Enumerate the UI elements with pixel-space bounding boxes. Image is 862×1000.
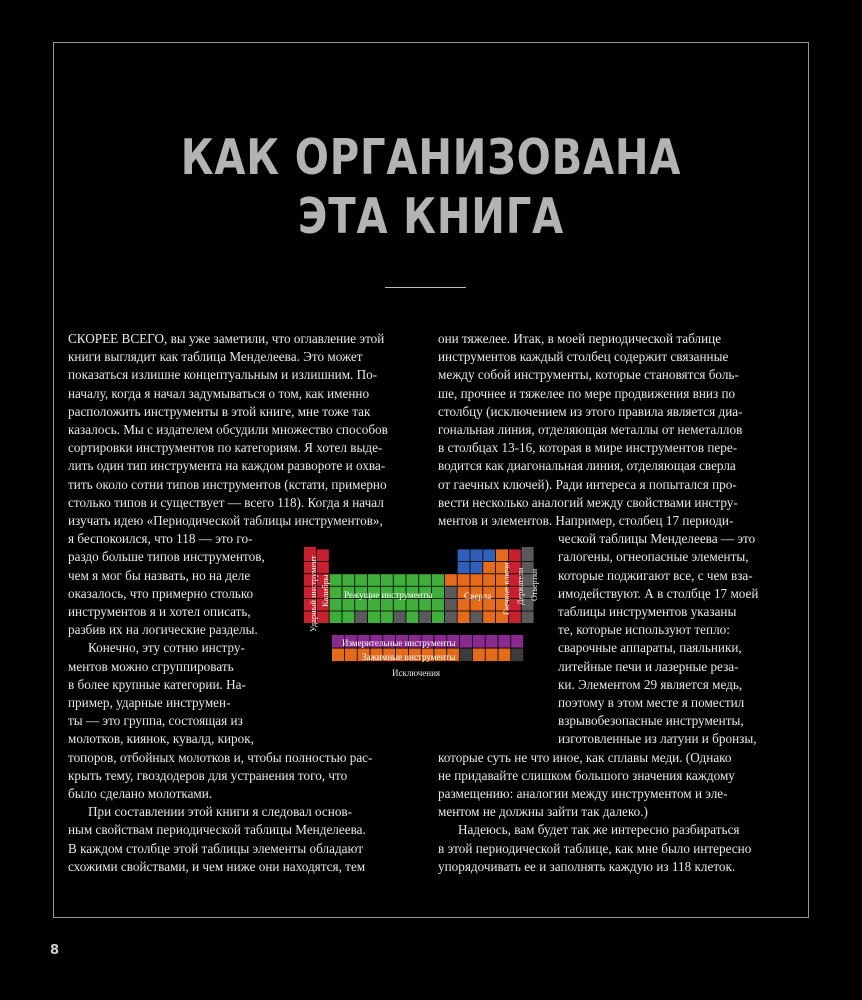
table-cell (522, 547, 534, 549)
text-line: гональная линия, отделяющая металлы от неметаллов (438, 422, 743, 438)
text-line: таблицы инструментов указаны (558, 604, 737, 620)
table-cell (511, 649, 523, 662)
title-line-2: ЭТА КНИГА (297, 188, 565, 245)
table-cell (432, 611, 444, 623)
table-cell (445, 611, 457, 623)
table-cell (483, 574, 495, 586)
text-line: столбцу (исключением из этого правила является диа- (438, 403, 743, 419)
text-line: в столбцах 13-16, которая в мире инструментов пере- (438, 440, 738, 456)
text-line: не придавайте слишком большого значения каждому (438, 767, 735, 783)
text-line: те, которые используют тепло: (558, 622, 730, 638)
text-line: было сделано молотками. (68, 786, 213, 802)
periodic-table-diagram (290, 535, 560, 685)
table-cell (406, 611, 418, 623)
table-cell (432, 587, 444, 599)
text-line: молотков, киянок, кувалд, кирок, (68, 731, 254, 747)
text-line: ментом не должны зайти так далеко.) (438, 804, 648, 820)
table-cell (445, 599, 457, 611)
text-line: раздо больше типов инструментов, (68, 549, 265, 565)
text-line: изучать идею «Периодической таблицы инструментов», (68, 513, 383, 529)
text-line: в более крупные категории. На- (68, 676, 246, 692)
table-cell (368, 574, 380, 586)
text-line: инструментов каждый столбец содержит связанные (438, 349, 729, 365)
text-line: они тяжелее. Итак, в моей периодической таблице (438, 331, 722, 346)
text-line: столько типов и существует — всего 118). Когда я начал (68, 494, 384, 510)
table-cell (355, 574, 367, 586)
text-line: вести несколько аналогий между свойствами инстру- (438, 494, 738, 510)
text-line: В каждом столбце этой таблицы элементы обладают (68, 840, 363, 856)
text-line: лить один тип инструмента на каждом развороте и охва- (68, 458, 386, 474)
page-title (78, 128, 785, 246)
text-line: взрывобезопасные инструменты, (558, 713, 744, 729)
table-cell (432, 574, 444, 586)
table-cell (483, 562, 495, 574)
label-drills: Сверла (464, 591, 492, 601)
text-line: сортировки инструментов по категориям. Я хотел выде- (68, 440, 383, 456)
label-cutting-tools: Режущие инструменты (344, 590, 433, 600)
text-line: тить около сотни типов инструментов (кстати, примерно (68, 476, 387, 492)
text-line: ментов и элементов. Например, столбец 17 периоди- (438, 513, 734, 529)
table-cell (355, 611, 367, 623)
table-cell (342, 611, 354, 623)
text-line: Надеюсь, вам будет так же интересно разбираться (458, 822, 740, 838)
text-line: в этой периодической таблице, как мне было интересно (438, 840, 752, 856)
table-cell (496, 549, 508, 561)
table-cell (304, 547, 316, 549)
table-cell (394, 574, 406, 586)
table-cell (342, 599, 354, 611)
table-cell (330, 611, 342, 623)
table-cell (381, 599, 393, 611)
text-line: началу, когда я начал задумываться о том, как именно (68, 385, 370, 401)
text-line: ментов можно сгруппировать (68, 658, 234, 674)
text-line: казалось. Мы с издателем обсудили множество способов (68, 422, 388, 438)
text-line: от гаечных ключей). Ради интереса я попытался про- (438, 476, 737, 492)
text-line: которые суть не что иное, как сплавы меди. (Однако (438, 749, 732, 765)
text-line: оказалось, что примерно столько (68, 585, 254, 601)
table-cell (445, 574, 457, 586)
text-line: галогены, огнеопасные элементы, (558, 549, 749, 565)
text-line: ческой таблицы Менделеева — это (558, 531, 756, 547)
table-cell (522, 549, 534, 561)
table-cell (330, 587, 342, 599)
label-clamping-tools: Зажимные инструменты (362, 652, 456, 662)
table-cell (330, 599, 342, 611)
table-cell (381, 574, 393, 586)
text-line: ты — это группа, состоящая из (68, 713, 243, 729)
table-cell (317, 611, 329, 623)
table-cell (473, 649, 485, 662)
table-cell (419, 599, 431, 611)
text-line: книги выглядит как таблица Менделеева. Это может (68, 349, 363, 365)
text-line: сварочные аппараты, паяльники, (558, 640, 742, 656)
table-cell (317, 562, 329, 574)
text-line: чем я мог бы назвать, но на деле (68, 567, 251, 583)
text-line: между собой инструменты, которые становятся боль- (438, 367, 739, 383)
table-cell (486, 635, 498, 648)
table-cell (470, 562, 482, 574)
table-cell (470, 549, 482, 561)
text-line: При составлении этой книги я следовал основ- (88, 804, 353, 820)
table-cell (473, 635, 485, 648)
table-cell (368, 599, 380, 611)
table-cell (458, 611, 470, 623)
table-cell (470, 574, 482, 586)
text-line: я беспокоился, что 118 — это го- (68, 531, 253, 547)
table-cell (332, 649, 344, 662)
text-line: ше, прочнее и тяжелее по мере продвижения вниз по (438, 385, 736, 401)
text-line: инструментов я и хотел описать, (68, 604, 251, 620)
table-cell (381, 611, 393, 623)
text-line: водится как диагональная линия, отделяющая сверла (438, 458, 736, 474)
table-cell (406, 574, 418, 586)
table-cell (394, 599, 406, 611)
text-line: схожими свойствами, и чем ниже они находятся, тем (68, 858, 366, 874)
table-cell (419, 574, 431, 586)
text-line: имодействуют. А в столбце 17 моей (558, 585, 759, 601)
table-cell (509, 549, 521, 561)
text-line: топоров, отбойных молотков и, чтобы полностью рас- (68, 749, 373, 765)
table-cell (458, 562, 470, 574)
table-cell (445, 587, 457, 599)
table-cell (460, 649, 472, 662)
table-cell (498, 649, 510, 662)
text-line: которые поджигают все, с чем вза- (558, 567, 753, 583)
table-cell (483, 549, 495, 561)
table-cell (522, 611, 534, 623)
text-line: расположить инструменты в этой книге, мне тоже так (68, 403, 371, 419)
page-number: 8 (50, 943, 60, 958)
text-line: разбив их на логические разделы. (68, 622, 258, 638)
table-cell (458, 549, 470, 561)
title-divider (385, 287, 466, 288)
table-cell (470, 611, 482, 623)
label-exceptions: Исключения (392, 668, 441, 678)
table-cell (394, 611, 406, 623)
text-line: упорядочивать ее и заполнять каждую из 118 клеток. (438, 858, 736, 874)
text-line: изготовленные из латуни и бронзы, (558, 731, 757, 747)
label-holders: Держатели (516, 567, 525, 605)
table-cell (330, 574, 342, 586)
text-line: ки. Элементом 29 является медь, (558, 676, 743, 692)
text-line: поэтому в этом месте я поместил (558, 695, 745, 711)
text-line: Конечно, эту сотню инстру- (88, 640, 245, 656)
table-cell (511, 635, 523, 648)
table-cell (460, 635, 472, 648)
table-cell (486, 649, 498, 662)
label-calipers: Калибры (320, 574, 330, 607)
label-percussion: Ударный инструмент (308, 555, 318, 632)
table-cell (406, 599, 418, 611)
table-cell (342, 574, 354, 586)
text-line: литейные печи и лазерные реза- (558, 658, 739, 674)
table-cell (419, 611, 431, 623)
label-screwdrivers: Отвертки (530, 568, 539, 601)
title-line-1: КАК ОРГАНИЗОВАНА (180, 129, 682, 186)
table-cell (432, 599, 444, 611)
label-measuring-tools: Измерительные инструменты (342, 638, 456, 648)
table-cell (458, 574, 470, 586)
table-cell (345, 649, 357, 662)
table-cell (355, 599, 367, 611)
text-line: ным свойствам периодической таблицы Менделеева. (68, 822, 366, 838)
table-cell (317, 549, 329, 561)
table-cell (368, 611, 380, 623)
table-cell (483, 611, 495, 623)
label-wrenches: Гаечные ключи (502, 562, 511, 615)
text-line: СКОРЕЕ ВСЕГО, вы уже заметили, что оглавление этой (68, 331, 385, 346)
text-line: крыть тему, гвоздодеров для устранения того, что (68, 767, 348, 783)
text-line: размещению: аналогии между инструментом и эле- (438, 786, 728, 802)
table-cell (498, 635, 510, 648)
text-line: пример, ударные инструмен- (68, 695, 231, 711)
text-line: показаться излишне концептуальным и излишним. По- (68, 367, 378, 383)
